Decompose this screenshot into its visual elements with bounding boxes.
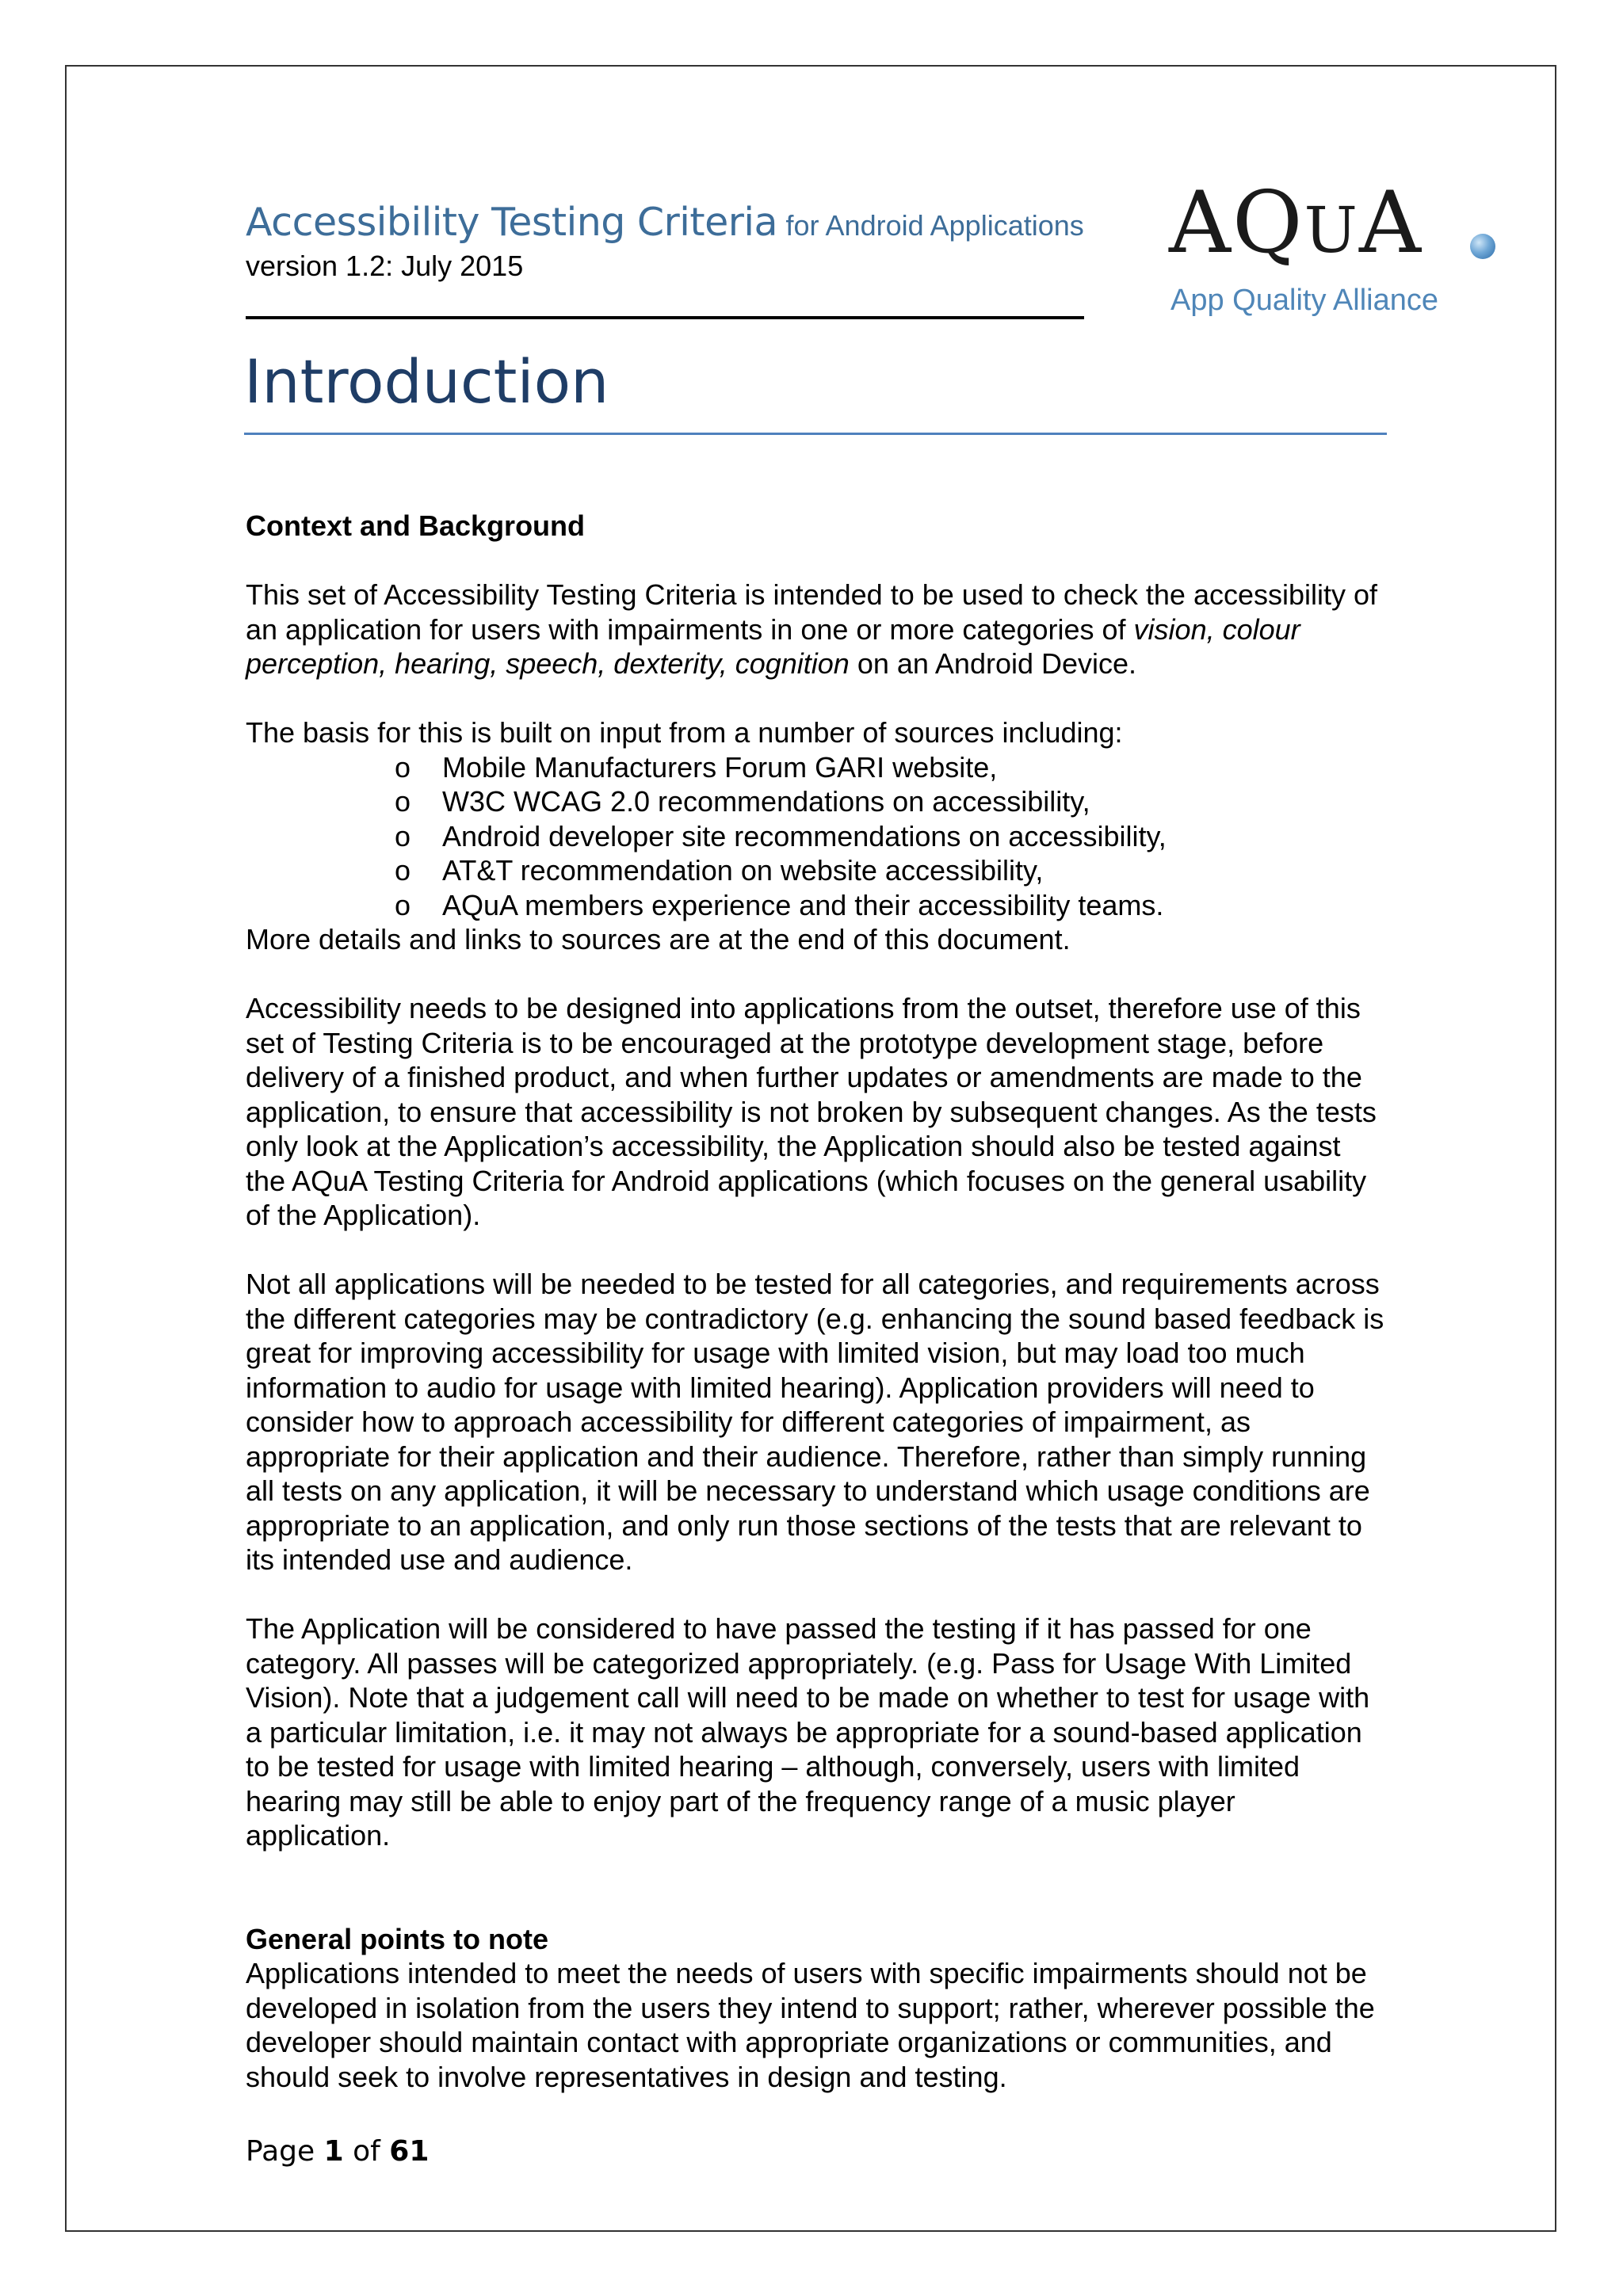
paragraph-intro-end: on an Android Device. — [849, 647, 1137, 680]
logo-wordmark — [1169, 174, 1423, 273]
heading-general: General points to note — [246, 1922, 549, 1955]
list-item-text: AT&T recommendation on website accessibility, — [442, 854, 1044, 887]
paragraph-passed: The Application will be considered to have passed the testing if it has passed for one category. All passes will be categorized appropriately. (e.g. Pass for Usage With Limited Vision). Note that a judgement call will need to be made on whether to test for usage with a particular limitation, i.e. it may not always be appropriate for a sound-based application to be tested for usage with limited hearing – although, conversely, users with limited hearing may still be able to enjoy part of the frequency range of a music player application. — [246, 1612, 1370, 1852]
bullet-icon: o — [395, 819, 411, 852]
paragraph-intro — [246, 578, 1387, 681]
list-item-text: Android developer site recommendations on accessibility, — [442, 819, 1167, 852]
list-item — [246, 750, 1387, 785]
page-total: 61 — [389, 2135, 430, 2168]
logo-letter-u: U — [1304, 193, 1359, 267]
logo-tagline: App Quality Alliance — [1170, 284, 1438, 317]
list-item-text: AQuA members experience and their accessibility teams. — [442, 888, 1164, 921]
list-item-text: Mobile Manufacturers Forum GARI website, — [442, 750, 998, 784]
bullet-icon: o — [395, 888, 411, 921]
bullet-icon: o — [395, 785, 411, 818]
list-item-text: W3C WCAG 2.0 recommendations on accessibility, — [442, 785, 1090, 818]
logo-letter-a2: A — [1358, 174, 1423, 273]
list-item — [246, 784, 1387, 819]
logo-letter-q: Q — [1232, 174, 1304, 273]
list-item — [246, 853, 1387, 888]
of-label: of — [353, 2135, 380, 2168]
header-title: Accessibility Testing Criteria — [246, 200, 778, 245]
section-title: Introduction — [244, 346, 609, 417]
list-item — [246, 888, 1387, 923]
logo-dot-icon — [1470, 234, 1495, 259]
header-version: version 1.2: July 2015 — [246, 250, 524, 282]
bullet-icon: o — [395, 854, 411, 887]
page-current: 1 — [323, 2135, 344, 2168]
aqua-logo — [1169, 174, 1502, 331]
header-subtitle: for Android Applications — [785, 209, 1084, 242]
list-item — [246, 819, 1387, 854]
page-label: Page — [246, 2135, 315, 2168]
paragraph-more-details: More details and links to sources are at the end of this document. — [246, 923, 1071, 955]
heading-context: Context and Background — [246, 509, 586, 542]
document-header-title — [246, 200, 1084, 245]
sources-list — [246, 750, 1387, 923]
bullet-icon: o — [395, 750, 411, 784]
logo-letter-a: A — [1169, 174, 1232, 273]
paragraph-design: Accessibility needs to be designed into applications from the outset, therefore use of this set of Testing Criteria is to be encouraged at the prototype development stage, before delivery of a finished product, and when further updates or amendments are made to the application, to ensure that accessibility is not broken by subsequent changes. As the tests only look at the Application’s accessibility, the Application should also be tested against the AQuA Testing Criteria for Android applications (which focuses on the general usability of the Application). — [246, 992, 1377, 1231]
paragraph-intro-start: This set of Accessibility Testing Criteria is intended to be used to check the accessibility of an application for users with impairments in one or more categories of — [246, 578, 1378, 646]
paragraph-intro-categories: vision, colour perception, hearing, speech, dexterity, cognition — [246, 612, 1300, 680]
section-rule — [244, 433, 1387, 435]
paragraph-not-all: Not all applications will be needed to be tested for all categories, and requirements across the different categories may be contradictory (e.g. enhancing the sound based feedback is great for improving accessibility for usage with limited vision, but may load too much information to audio for usage with limited hearing). Application providers will need to consider how to approach accessibility for different categories of impairment, as appropriate for their application and their audience. Therefore, rather than simply running all tests on any application, it will be necessary to understand which usage conditions are appropriate to an application, and only run those sections of the tests that are relevant to its intended use and audience. — [246, 1268, 1384, 1576]
paragraph-basis: The basis for this is built on input from a number of sources including: — [246, 716, 1123, 749]
document-body — [246, 509, 1387, 2094]
page-number — [246, 2135, 429, 2168]
header-rule — [246, 316, 1084, 319]
paragraph-general: Applications intended to meet the needs of users with specific impairments should not be developed in isolation from the users they intend to support; rather, wherever possible the developer should maintain contact with appropriate organizations or communities, and should seek to involve representatives in design and testing. — [246, 1957, 1375, 2093]
